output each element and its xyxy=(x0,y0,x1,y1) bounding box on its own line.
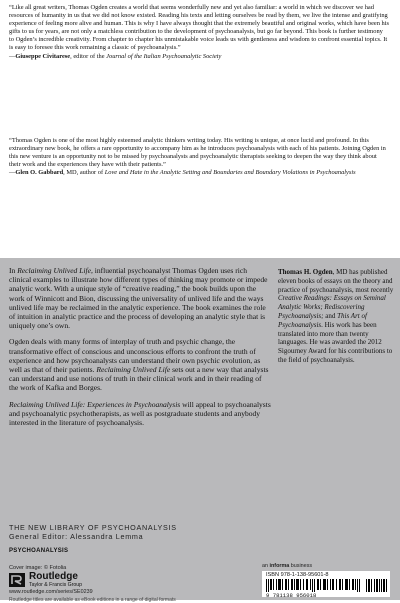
series-info xyxy=(9,523,177,541)
routledge-logo-icon xyxy=(9,573,25,587)
price-barcode-icon xyxy=(366,579,388,592)
ebook-note: Routledge titles are available as eBook editions in a range of digital formats xyxy=(9,597,176,603)
author-bio: Thomas H. Ogden, MD has published eleven books of essays on the theory and practice of psychoanalysis, most recently Creative Readings: Essays on Seminal Analytic Works; Rediscovering Psychoanalysis; and This Art of Psychoanalysis. His work has been translated into more than twenty languages. He was awarded the 2012 Sigourney Award for his contributions to the field of psychoanalysis. xyxy=(278,268,394,364)
barcode-icon xyxy=(266,579,362,592)
endorsement-affiliation: Journal of the Italian Psychoanalytic Society xyxy=(106,52,222,60)
endorsements-panel xyxy=(0,0,400,258)
publisher-logo-text xyxy=(29,571,82,588)
series-editor: General Editor: Alessandra Lemma xyxy=(9,532,144,541)
subject-category: PSYCHOANALYSIS xyxy=(9,548,69,554)
description-paragraph: Ogden deals with many forms of interplay of truth and psychic change, the transformative effect of conscious and unconscious efforts to confront the truth of experience and how psychoanalysts can understand their own psychic evolution, as well as that of their patients. Reclaiming Unlived Life sets out a new way that analysts can understand and use notions of truth in their clinical work and in their reading of the work of Kafka and Borges. xyxy=(9,337,269,393)
endorsement-text: “Thomas Ogden is one of the most highly esteemed analytic thinkers writing today. His writing is unique, at once lucid and profound. In this extraordinary new book, he offers a rare opportunity to accompany him as he introduces psychoanalysis with each of his patients. Joining Ogden in this new venture is an opportunity not to be missed by psychoanalysts and psychoanalytic therapists seeking to deepen the way they think about their work and the experiences they have with their patients.” xyxy=(9,137,386,169)
series-title: THE NEW LIBRARY OF PSYCHOANALYSIS xyxy=(9,523,177,532)
isbn-label: ISBN 978-1-138-95601-8 xyxy=(266,572,329,578)
endorsement-civitarese: “Like all great writers, Thomas Ogden creates a world that seems wonderfully new and yet also familiar: a world in which we discover we had resources of humanity in us that we did not know existed. Reading his texts and letting ourselves be read by them, we live the intense and gratifying experience of feeling more alive and human. This is why I have always thought that the extremely beautiful and original works, which have been his gifts to us for years, are not only a matchless contribution to the development of psychoanalysis, but go far beyond. This book is further testimony to Ogden’s incredible creativity. From chapter to chapter his unmistakable voice leads us with gentleness and wisdom to confront essential topics. It is easy to foresee this work remaining a classic of psychoanalysis.” —Giuseppe Civitarese, editor of the Journal of the Italian Psychoanalytic Society xyxy=(9,4,390,60)
endorsement-text: “Like all great writers, Thomas Ogden creates a world that seems wonderfully new and yet also familiar: a world in which we discover we had resources of humanity in us that we did not know existed. Reading his texts and letting ourselves be read by them, we live the intense and gratifying experience of feeling more alive and human. This is why I have always thought that the extremely beautiful and original works, which have been his gifts to us for years, are not only a matchless contribution to the development of psychoanalysis, but go far beyond. This book is further testimony to Ogden’s incredible creativity. From chapter to chapter his unmistakable voice leads us with gentleness and wisdom to confront essential topics. It is easy to foresee this work remaining a classic of psychoanalysis.” xyxy=(9,4,390,52)
endorsement-author: Glen O. Gabbard xyxy=(15,169,64,177)
publisher-url[interactable]: www.routledge.com/series/SE0239 xyxy=(9,589,93,595)
publisher-group: Taylor & Francis Group xyxy=(29,582,83,588)
endorsement-gabbard: “Thomas Ogden is one of the most highly esteemed analytic thinkers writing today. His writing is unique, at once lucid and profound. In this extraordinary new book, he offers a rare opportunity to accompany him as he introduces psychoanalysis with each of his patients. Joining Ogden in this new venture is an opportunity not to be missed by psychoanalysts and psychoanalytic therapists seeking to deepen the way they think about their work and the experiences they have with their patients.” —Glen O. Gabbard, MD, author of Love and Hate in the Analytic Setting and Boundaries and Boundary Violations in Psychoanalysis xyxy=(9,137,389,177)
cover-credit: Cover image: © Fotolia xyxy=(9,565,67,571)
informa-business: an informa business xyxy=(262,563,313,569)
endorsement-author: Giuseppe Civitarese xyxy=(15,52,71,60)
informa-brand: informa xyxy=(269,563,290,569)
publisher-name: Routledge xyxy=(29,571,78,582)
description-paragraph: Reclaiming Unlived Life: Experiences in Psychoanalysis will appeal to psychoanalysts and psychoanalytic psychotherapists, as well as postgraduate students and anybody interested in the literature of psychoanalysis. xyxy=(9,399,271,428)
description-paragraph: In Reclaiming Unlived Life, influential psychoanalyst Thomas Ogden uses rich clinical examples to illustrate how different types of thinking may promote or impede analytic work. With a unique style of “creative reading,” the book builds upon the work of Winnicott and Bion, discussing the universality of unlived life and the ways unlived life may be reclaimed in the analytic experience. The book examines the role of intuition in analytic practice and the process of developing an analytic style that is uniquely one’s own. xyxy=(9,266,268,331)
author-name: Thomas H. Ogden xyxy=(278,268,333,276)
book-description xyxy=(9,266,271,434)
endorsement-affiliation: Love and Hate in the Analytic Setting and Boundaries and Boundary Violations in Psychoanalysis xyxy=(104,169,356,177)
barcode-number: 9 781138 956018 xyxy=(266,592,317,599)
isbn-barcode xyxy=(262,571,390,597)
